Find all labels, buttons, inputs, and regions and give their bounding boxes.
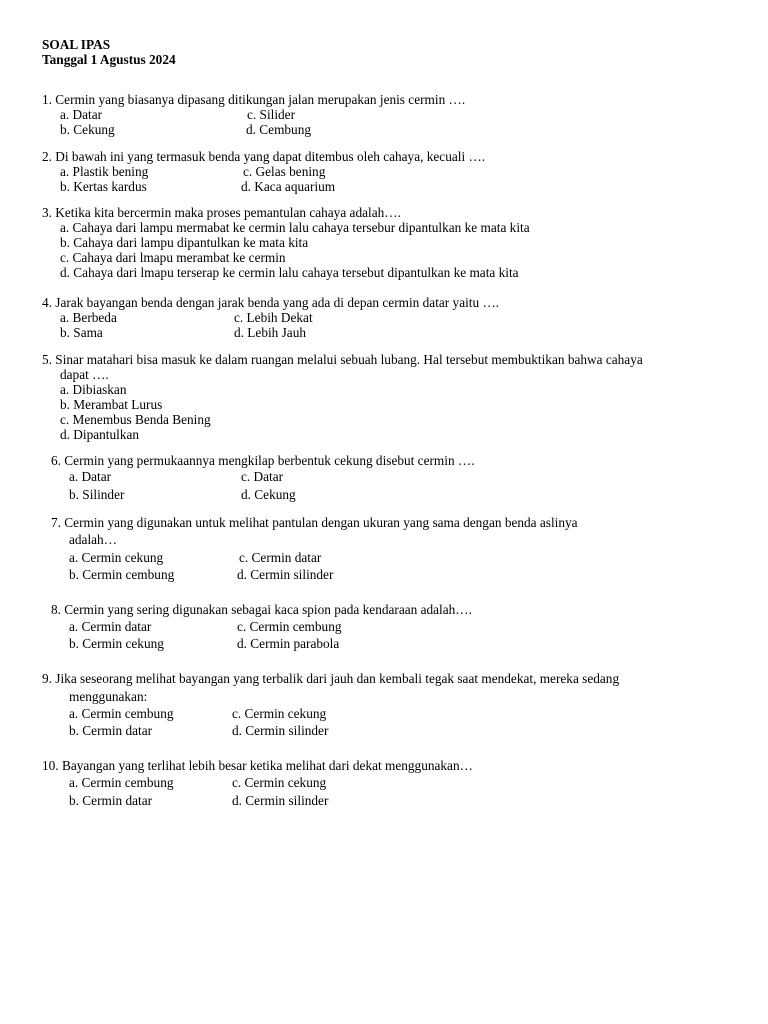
option-c: c. Cermin cekung — [232, 706, 327, 721]
option-b: b. Merambat Lurus — [60, 397, 163, 412]
option-d: d. Kaca aquarium — [241, 179, 336, 194]
option-b: b. Cekung — [60, 122, 115, 137]
option-d: d. Cermin parabola — [237, 636, 340, 651]
option-d: d. Cermin silinder — [232, 723, 329, 738]
option-b: b. Kertas kardus — [60, 179, 147, 194]
option-d: d. Dipantulkan — [60, 427, 140, 442]
option-a: a. Datar — [60, 107, 103, 122]
option-b: b. Silinder — [69, 487, 125, 502]
question-text: 10. Bayangan yang terlihat lebih besar ketika melihat dari dekat menggunakan… — [42, 758, 473, 773]
option-d: d. Cermin silinder — [232, 793, 329, 808]
option-a: a. Cermin cembung — [69, 706, 174, 721]
option-c: c. Gelas bening — [243, 164, 326, 179]
question-text: 9. Jika seseorang melihat bayangan yang terbalik dari jauh dan kembali tegak saat mendekat, mereka sedang — [42, 671, 620, 686]
option-b: b. Cahaya dari lampu dipantulkan ke mata kita — [60, 235, 309, 250]
option-d: d. Cermin silinder — [237, 567, 334, 582]
option-c: c. Silider — [247, 107, 296, 122]
option-c: c. Cermin cembung — [237, 619, 342, 634]
option-d: d. Cekung — [241, 487, 296, 502]
page-title: SOAL IPAS — [42, 37, 111, 52]
option-a: a. Cermin datar — [69, 619, 152, 634]
option-c: c. Datar — [241, 469, 284, 484]
option-d: d. Cembung — [246, 122, 312, 137]
question-text: 1. Cermin yang biasanya dipasang ditikungan jalan merupakan jenis cermin …. — [42, 92, 466, 107]
option-a: a. Cahaya dari lampu mermabat ke cermin lalu cahaya tersebur dipantulkan ke mata kita — [60, 220, 530, 235]
question-text-continued: adalah… — [69, 532, 117, 547]
option-a: a. Berbeda — [60, 310, 117, 325]
option-a: a. Dibiaskan — [60, 382, 127, 397]
question-text: 5. Sinar matahari bisa masuk ke dalam ruangan melalui sebuah lubang. Hal tersebut membuktikan bahwa cahaya — [42, 352, 643, 367]
option-a: a. Cermin cembung — [69, 775, 174, 790]
page-date: Tanggal 1 Agustus 2024 — [42, 52, 176, 67]
question-text: 6. Cermin yang permukaannya mengkilap berbentuk cekung disebut cermin …. — [51, 453, 475, 468]
option-d: d. Lebih Jauh — [234, 325, 307, 340]
option-a: a. Cermin cekung — [69, 550, 164, 565]
option-d: d. Cahaya dari lmapu terserap ke cermin lalu cahaya tersebut dipantulkan ke mata kita — [60, 265, 519, 280]
question-text: 8. Cermin yang sering digunakan sebagai kaca spion pada kendaraan adalah…. — [51, 602, 472, 617]
question-text-continued: menggunakan: — [69, 689, 148, 704]
option-b: b. Cermin cekung — [69, 636, 164, 651]
question-text-continued: dapat …. — [60, 367, 109, 382]
question-text: 7. Cermin yang digunakan untuk melihat pantulan dengan ukuran yang sama dengan benda aslinya — [51, 515, 578, 530]
option-c: c. Lebih Dekat — [234, 310, 313, 325]
option-b: b. Cermin cembung — [69, 567, 175, 582]
option-b: b. Cermin datar — [69, 793, 153, 808]
question-text: 2. Di bawah ini yang termasuk benda yang dapat ditembus oleh cahaya, kecuali …. — [42, 149, 486, 164]
option-c: c. Cahaya dari lmapu merambat ke cermin — [60, 250, 286, 265]
question-text: 3. Ketika kita bercermin maka proses pemantulan cahaya adalah…. — [42, 205, 401, 220]
option-c: c. Cermin datar — [239, 550, 322, 565]
option-a: a. Datar — [69, 469, 112, 484]
option-c: c. Menembus Benda Bening — [60, 412, 211, 427]
question-text: 4. Jarak bayangan benda dengan jarak benda yang ada di depan cermin datar yaitu …. — [42, 295, 500, 310]
option-b: b. Cermin datar — [69, 723, 153, 738]
option-c: c. Cermin cekung — [232, 775, 327, 790]
option-a: a. Plastik bening — [60, 164, 149, 179]
option-b: b. Sama — [60, 325, 103, 340]
